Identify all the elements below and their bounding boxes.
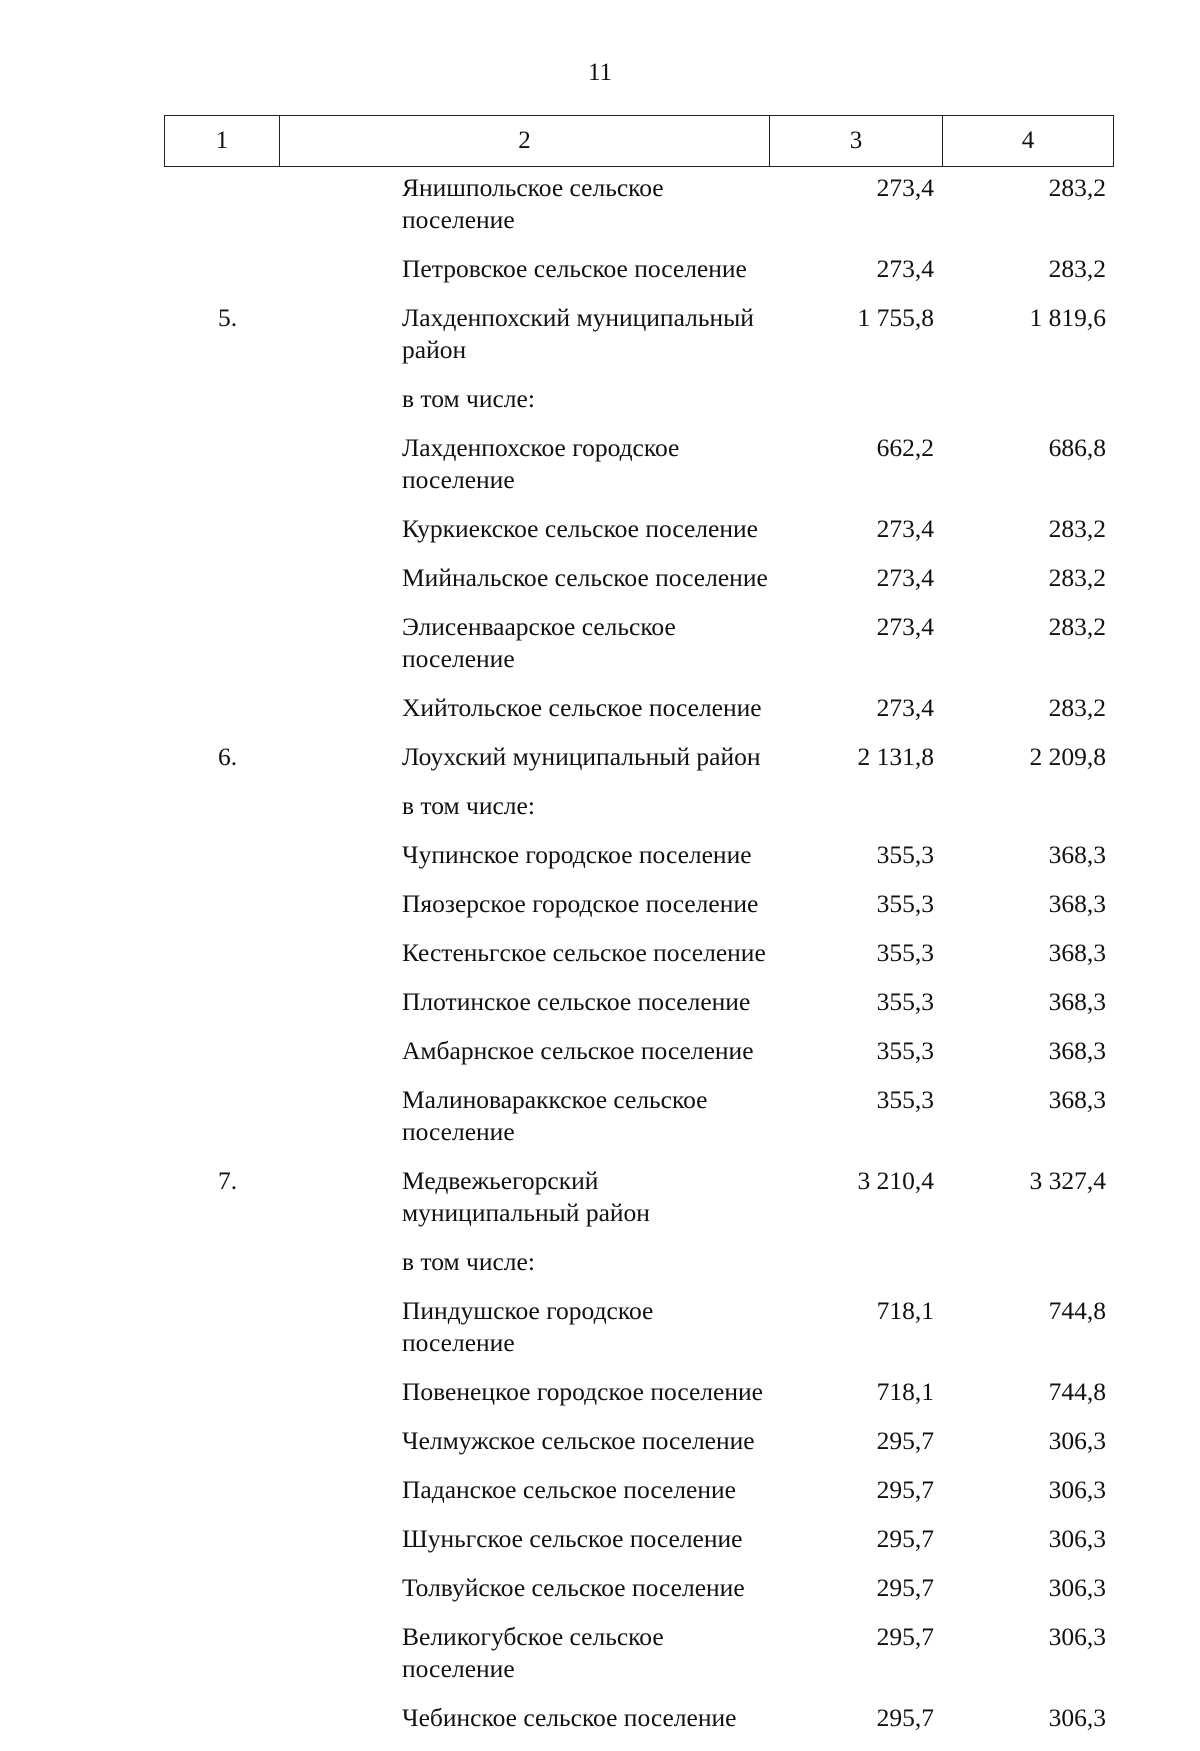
table-row	[164, 741, 1114, 790]
row-value-col3: 2 131,8	[857, 742, 934, 771]
row-value-col3: 295,7	[876, 1703, 934, 1732]
table-row	[164, 1621, 1114, 1702]
table-row	[164, 986, 1114, 1035]
row-name: в том числе:	[402, 1247, 535, 1276]
row-name: Шуньгское сельское поселение	[402, 1524, 743, 1553]
row-name: Амбарнское сельское поселение	[402, 1036, 754, 1065]
row-value-col3: 1 755,8	[857, 303, 934, 332]
row-name: в том числе:	[402, 384, 535, 413]
row-value-col4: 368,3	[1048, 1085, 1106, 1114]
row-name: Повенецкое городское поселение	[402, 1377, 763, 1406]
row-value-col4: 2 209,8	[1029, 742, 1106, 771]
row-value-col4: 1 819,6	[1029, 303, 1106, 332]
row-value-col4: 306,3	[1048, 1524, 1106, 1553]
row-name: Пиндушское городское поселение	[402, 1296, 654, 1357]
table-row	[164, 253, 1114, 302]
row-value-col4: 283,2	[1048, 693, 1106, 722]
table-body	[164, 172, 1114, 1751]
table-row	[164, 692, 1114, 741]
row-name: Малиновараккское сельское поселение	[402, 1085, 708, 1146]
row-value-col3: 295,7	[876, 1475, 934, 1504]
page-number: 11	[587, 59, 613, 86]
row-value-col4: 368,3	[1048, 1036, 1106, 1065]
row-value-col4: 368,3	[1048, 840, 1106, 869]
table-row	[164, 1035, 1114, 1084]
table-row	[164, 839, 1114, 888]
row-number: 5.	[217, 303, 238, 332]
header-cell-2: 2	[280, 116, 770, 166]
row-value-col3: 718,1	[876, 1296, 934, 1325]
row-name: Чебинское сельское поселение	[402, 1703, 737, 1732]
row-value-col4: 306,3	[1048, 1475, 1106, 1504]
row-value-col4: 368,3	[1048, 889, 1106, 918]
row-value-col4: 744,8	[1048, 1377, 1106, 1406]
row-value-col3: 273,4	[876, 563, 934, 592]
table-row	[164, 888, 1114, 937]
row-name: Петровское сельское поселение	[402, 254, 747, 283]
row-name: Лахденпохское городское поселение	[402, 433, 680, 494]
row-name: Лахденпохский муниципальный район	[402, 303, 754, 364]
row-value-col3: 355,3	[876, 987, 934, 1016]
table-row	[164, 1523, 1114, 1572]
row-value-col3: 3 210,4	[857, 1166, 934, 1195]
table-row	[164, 562, 1114, 611]
row-name: Куркиекское сельское поселение	[402, 514, 758, 543]
header-cell-1: 1	[165, 116, 280, 166]
row-value-col4: 368,3	[1048, 987, 1106, 1016]
row-value-col4: 283,2	[1048, 612, 1106, 641]
row-name: Медвежьегорский муниципальный район	[402, 1166, 650, 1227]
row-value-col4: 283,2	[1048, 514, 1106, 543]
row-name: Мийнальское сельское поселение	[402, 563, 768, 592]
table-row	[164, 1376, 1114, 1425]
row-name: Пяозерское городское поселение	[402, 889, 759, 918]
row-name: Элисенваарское сельское поселение	[402, 612, 676, 673]
row-name: Паданское сельское поселение	[402, 1475, 736, 1504]
table-row	[164, 1474, 1114, 1523]
table-row	[164, 937, 1114, 986]
row-name: Толвуйское сельское поселение	[402, 1573, 745, 1602]
table-row	[164, 513, 1114, 562]
row-number: 6.	[217, 742, 238, 771]
table-row	[164, 1084, 1114, 1165]
table-row	[164, 790, 1114, 839]
header-cell-3: 3	[770, 116, 943, 166]
row-name: Хийтольское сельское поселение	[402, 693, 762, 722]
row-name: Кестеньгское сельское поселение	[402, 938, 766, 967]
row-value-col3: 273,4	[876, 612, 934, 641]
row-value-col3: 273,4	[876, 514, 934, 543]
row-value-col3: 295,7	[876, 1524, 934, 1553]
table-row	[164, 611, 1114, 692]
table-header	[164, 115, 1114, 167]
row-value-col3: 273,4	[876, 693, 934, 722]
row-value-col4: 283,2	[1048, 173, 1106, 202]
row-value-col4: 283,2	[1048, 563, 1106, 592]
table-row	[164, 1295, 1114, 1376]
row-value-col3: 355,3	[876, 840, 934, 869]
header-cell-4: 4	[1021, 127, 1035, 154]
row-value-col3: 662,2	[876, 433, 934, 462]
row-name: Лоухский муниципальный район	[402, 742, 761, 771]
row-value-col3: 295,7	[876, 1622, 934, 1651]
table-row	[164, 1165, 1114, 1246]
row-value-col3: 355,3	[876, 1085, 934, 1114]
table-row	[164, 302, 1114, 383]
row-value-col3: 273,4	[876, 173, 934, 202]
table-row	[164, 1702, 1114, 1751]
table-row	[164, 1425, 1114, 1474]
row-value-col4: 283,2	[1048, 254, 1106, 283]
row-value-col3: 355,3	[876, 938, 934, 967]
row-value-col4: 306,3	[1048, 1622, 1106, 1651]
table-row	[164, 432, 1114, 513]
table-row	[164, 1572, 1114, 1621]
row-name: Великогубское сельское поселение	[402, 1622, 664, 1683]
row-value-col3: 295,7	[876, 1426, 934, 1455]
row-value-col4: 306,3	[1048, 1703, 1106, 1732]
table-row	[164, 1246, 1114, 1295]
row-value-col3: 295,7	[876, 1573, 934, 1602]
row-name: Плотинское сельское поселение	[402, 987, 751, 1016]
row-value-col4: 686,8	[1048, 433, 1106, 462]
row-name: Янишпольское сельское поселение	[402, 173, 664, 234]
row-value-col4: 744,8	[1048, 1296, 1106, 1325]
row-name: Челмужское сельское поселение	[402, 1426, 755, 1455]
table-row	[164, 172, 1114, 253]
row-value-col4: 368,3	[1048, 938, 1106, 967]
row-value-col4: 3 327,4	[1029, 1166, 1106, 1195]
row-name: Чупинское городское поселение	[402, 840, 752, 869]
row-value-col3: 273,4	[876, 254, 934, 283]
row-value-col4: 306,3	[1048, 1426, 1106, 1455]
row-value-col3: 718,1	[876, 1377, 934, 1406]
row-value-col3: 355,3	[876, 889, 934, 918]
row-number: 7.	[217, 1166, 238, 1195]
row-value-col4: 306,3	[1048, 1573, 1106, 1602]
row-value-col3: 355,3	[876, 1036, 934, 1065]
table-row	[164, 383, 1114, 432]
row-name: в том числе:	[402, 791, 535, 820]
